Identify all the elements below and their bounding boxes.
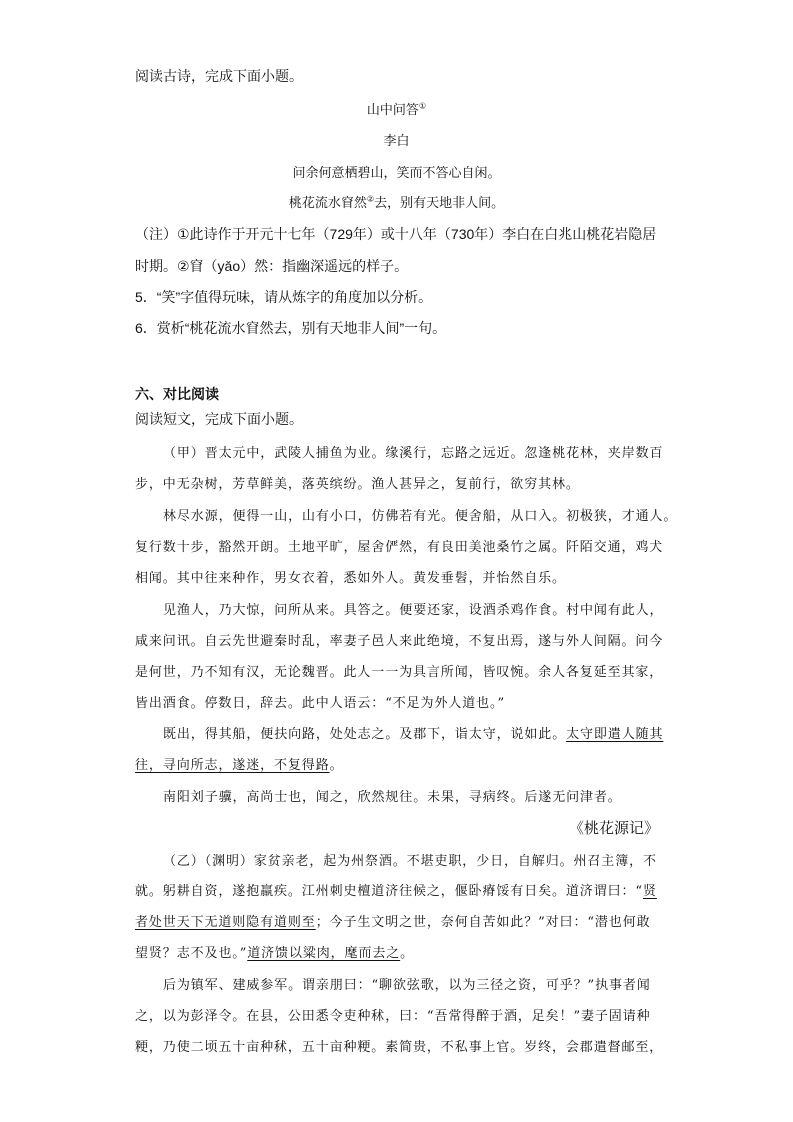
jia-p5-line-1: 南阳刘子骥，高尚士也，闻之，欣然规往。未果，寻病终。后遂无问津者。 [163,790,622,805]
jia-p3-line-4: 皆出酒食。停数日，辞去。此中人语云：“不足为外人道也。” [135,696,505,711]
jia-p4-line-2 [135,754,344,773]
section-heading: 六、对比阅读 [135,386,219,402]
yi-p1-line-4-plain: 望贤？志不及也。” [135,946,248,961]
jia-p3-line-1: 见渔人，乃大惊，问所从来。具答之。便要还家，设酒杀鸡作食。村中闻有此人， [163,603,664,618]
intro-text: 阅读古诗，完成下面小题。 [135,68,303,84]
note-line-2: 时期。②窅（yǎo）然：指幽深遥远的样子。 [135,258,409,274]
underlined-sentence-2b: 者处世天下无道则隐有道则至 [135,915,316,930]
jia-p1-line-2: 步，中无杂树，芳草鲜美，落英缤纷。渔人甚异之，复前行，欲穷其林。 [135,477,580,492]
jia-p3-line-3: 是何世，乃不知有汉，无论魏晋。此人一一为具言所闻，皆叹惋。余人各复延至其家， [135,665,664,680]
poem-line-1: 问余何意栖碧山，笑而不答心自闲。 [292,166,501,181]
jia-source: 《桃花源记》 [568,820,659,837]
yi-p1-line-4-end: 。 [400,946,415,961]
jia-p2-line-1: 林尽水源，便得一山，山有小口，仿佛若有光。便舍船，从口入。初极狭，才通人。 [163,509,678,524]
jia-p3-line-2: 咸来问讯。自云先世避秦时乱，率妻子邑人来此绝境，不复出焉，遂与外人间隔。问今 [135,634,664,649]
poem-author: 李白 [383,134,410,149]
yi-p1-line-2 [135,880,657,899]
jia-p2-line-3: 相闻。其中往来种作，男女衣着，悉如外人。黄发垂髫，并怡然自乐。 [135,571,566,586]
yi-p1-line-4 [135,942,414,961]
jia-p4-line-2-end: 。 [329,758,344,773]
poem-line-2-after: 去，别有天地非人间。 [374,196,505,211]
jia-p4-line-1-plain: 既出，得其船，便扶向路，处处志之。及郡下，诣太守，说如此。 [163,727,567,742]
question-5: 5．“笑”字值得玩味，请从炼字的角度加以分析。 [135,289,433,305]
jia-p4-line-1 [163,723,663,742]
section-intro: 阅读短文，完成下面小题。 [135,411,303,427]
yi-p1-line-3-plain: ；今子生文明之世，奈何自苦如此？”对曰：“潜也何敢 [315,915,651,930]
jia-p1-line-1: （甲）晋太元中，武陵人捕鱼为业。缘溪行，忘路之远近。忽逢桃花林，夹岸数百 [163,446,664,461]
footnote-marker-1: ① [418,101,427,111]
poem-title [0,99,793,118]
yi-p1-line-2-plain: 就。躬耕自资，遂抱羸疾。江州刺史檀道济往候之，偃卧瘠馁有日矣。道济谓曰：“ [135,884,643,899]
underlined-sentence-3: 道济馈以粱肉，麾而去之 [247,946,401,961]
yi-p2-line-1: 后为镇军、建威参军。谓亲朋曰：“聊欲弦歌，以为三径之资，可乎？”执事者闻 [163,978,651,993]
question-6: 6．赏析“桃花流水窅然去，别有天地非人间”一句。 [135,320,447,336]
poem-line-2 [0,192,793,211]
yi-p1-line-3 [135,911,651,930]
underlined-sentence-2a: 贤 [642,884,657,899]
poem-title-text: 山中问答 [366,103,419,118]
jia-p2-line-2: 复行数十步，豁然开朗。土地平旷，屋舍俨然，有良田美池桑竹之属。阡陌交通，鸡犬 [135,540,664,555]
yi-p1-line-1: （乙）（渊明）家贫亲老，起为州祭酒。不堪吏职，少日，自解归。州召主簿，不 [163,854,657,869]
yi-p2-line-2: 之，以为彭泽令。在县，公田悉令吏种秫，曰：“吾常得醉于酒，足矣！”妻子固请种 [135,1009,651,1024]
footnote-marker-2: ② [366,194,375,204]
poem-line-2-before: 桃花流水窅然 [288,196,367,211]
underlined-sentence-1a: 太守即遣人随其 [566,727,664,742]
yi-p2-line-3: 粳，乃使二顷五十亩种秫，五十亩种粳。素简贵，不私事上官。岁终，会郡遣督邮至， [135,1040,664,1055]
note-line-1: （注）①此诗作于开元十七年（729年）或十八年（730年）李白在白兆山桃花岩隐居 [135,226,657,242]
underlined-sentence-1b: 往，寻向所志，遂迷，不复得路 [135,758,330,773]
